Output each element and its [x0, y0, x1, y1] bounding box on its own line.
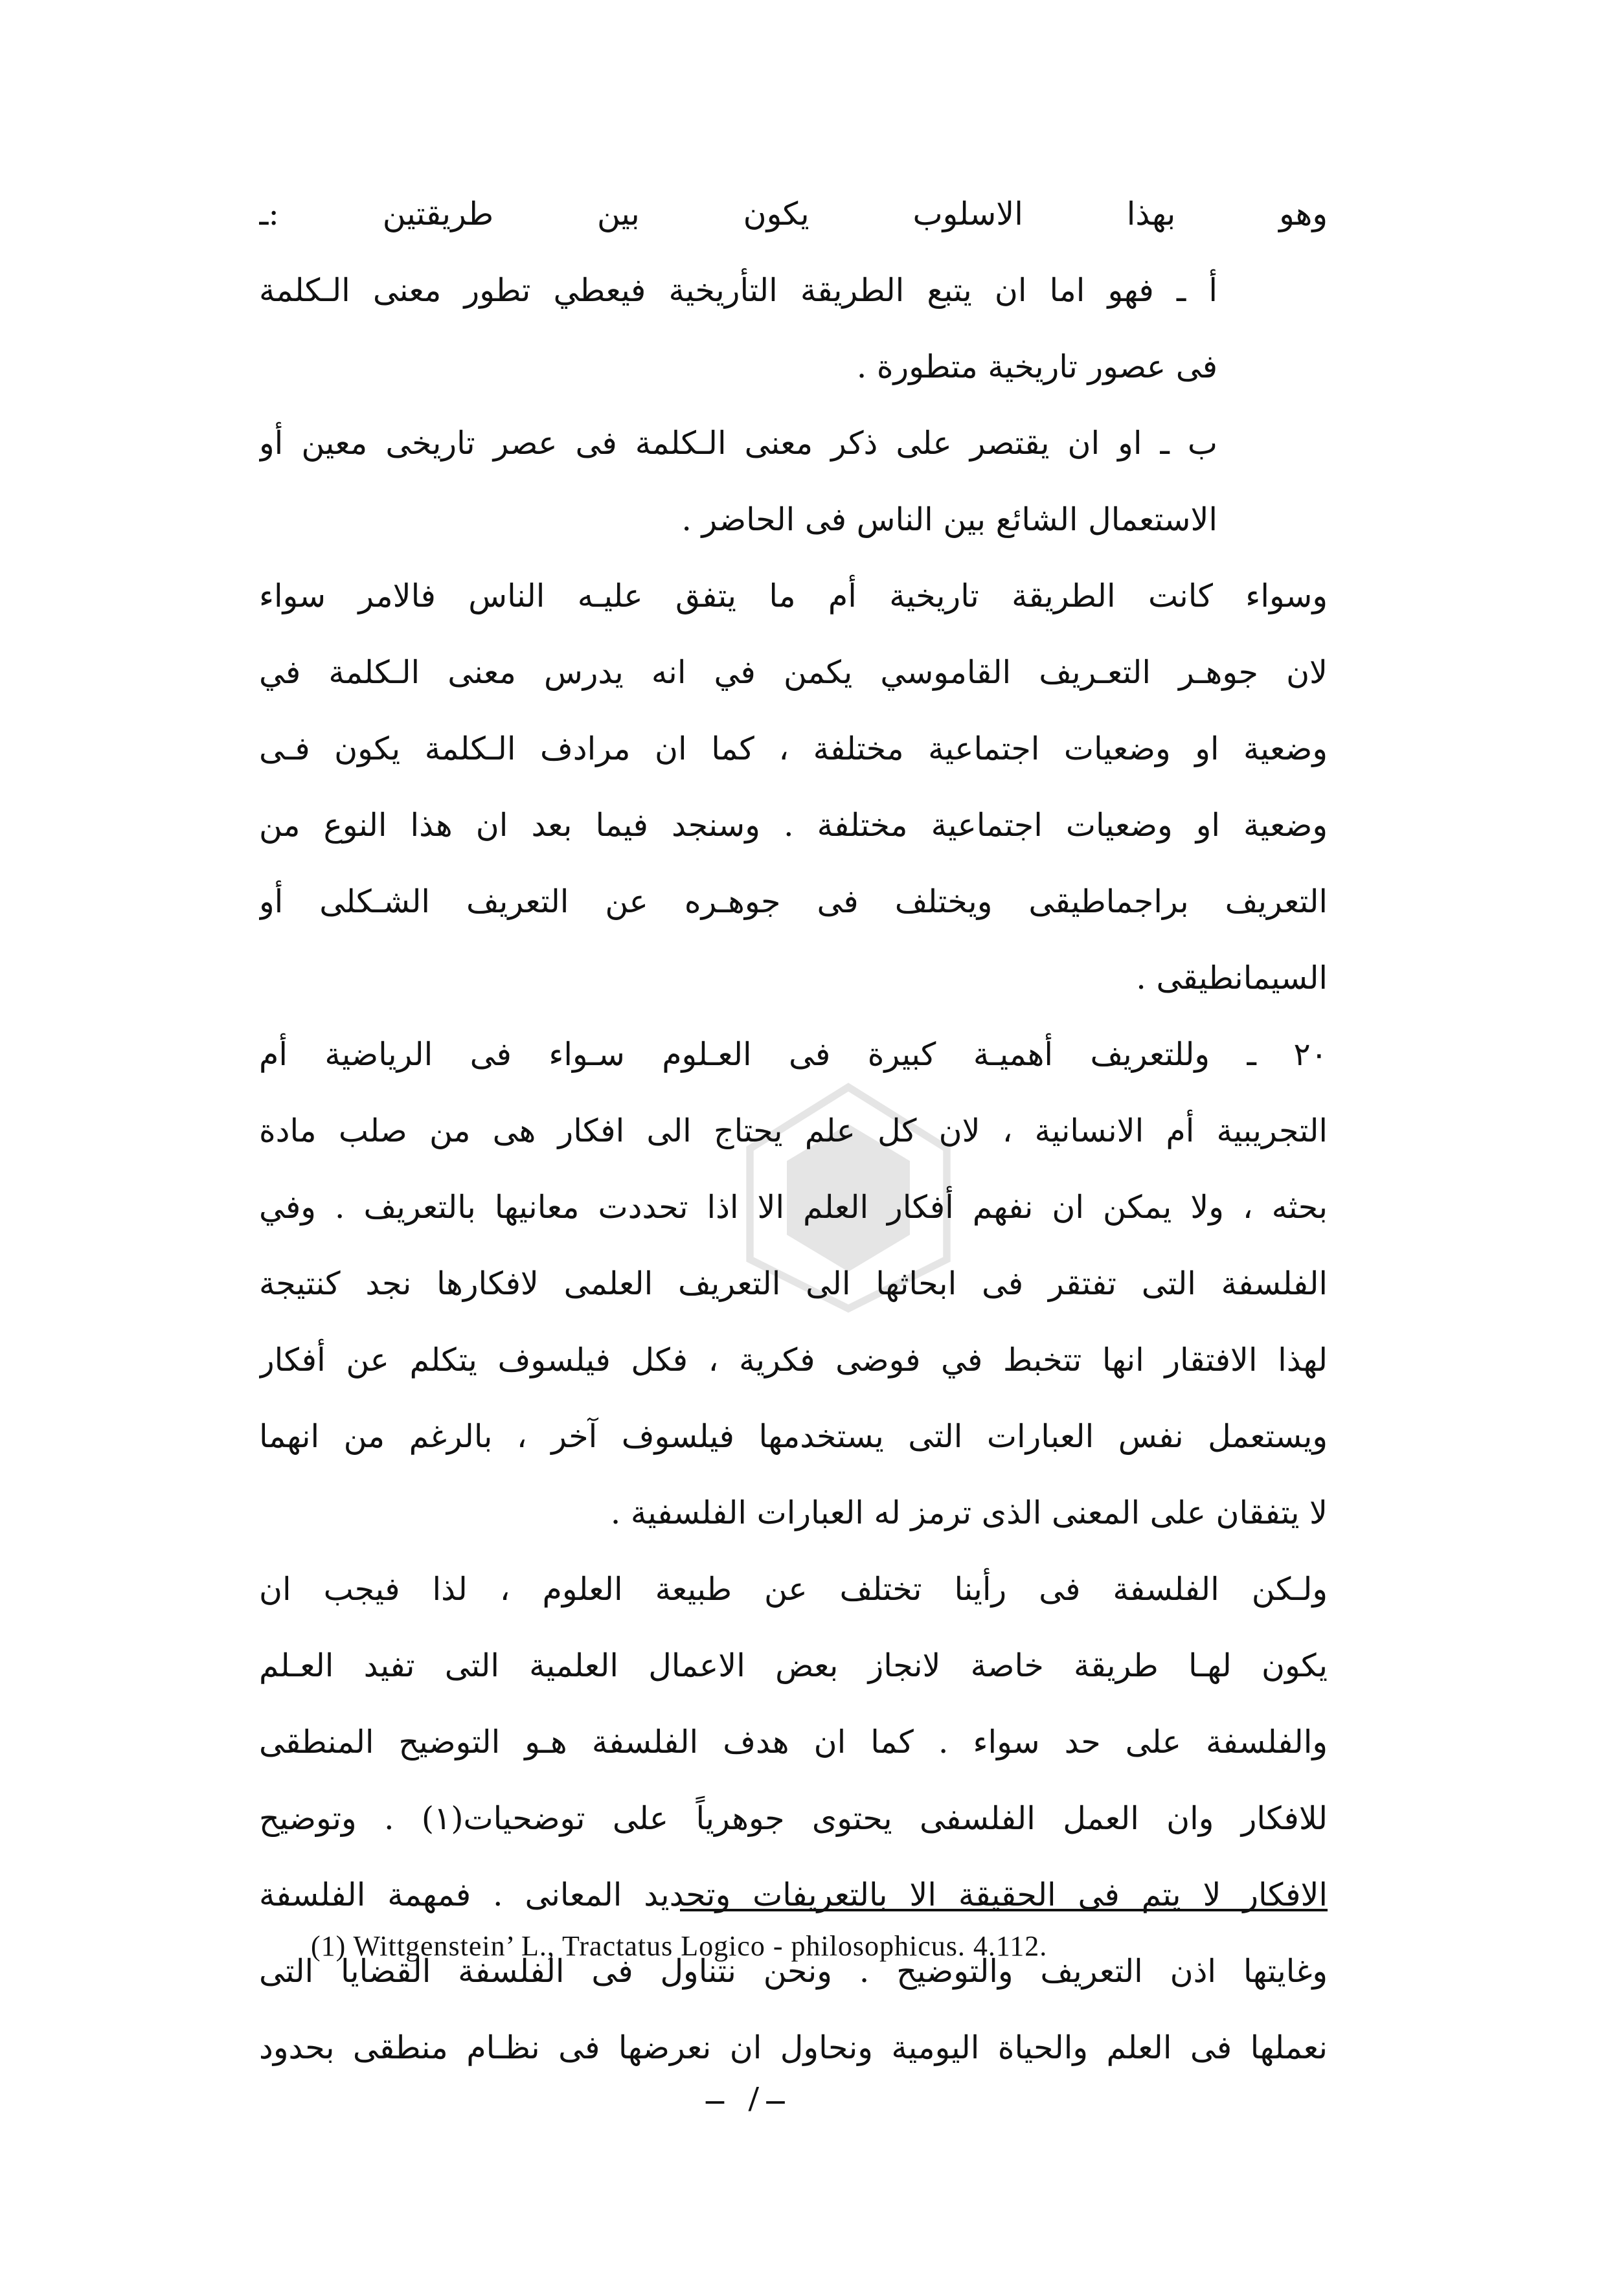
text-line-19: ولـكن الفلسفة فى رأينا تختلف عن طبيعة العلوم ، لذا فيجب ان [259, 1571, 1328, 1608]
text-line-20: يكون لهـا طريقة خاصة لانجاز بعض الاعمال العلمية التى تفيد العـلم [259, 1647, 1328, 1684]
text-line-4: ب ـ او ان يقتصر على ذكر معنى الـكلمة فى عصر تاريخى معين أو [259, 425, 1217, 462]
text-line-16: لهذا الافتقار انها تتخبط في فوضى فكرية ، فكل فيلسوف يتكلم عن أفكار [259, 1342, 1328, 1379]
text-line-10: التعريف براجماطيقى ويختلف فى جوهـره عن التعريف الشـكلى أو [259, 883, 1328, 920]
text-line-11: السيمانطيقى . [1136, 960, 1328, 996]
text-line-21: والفلسفة على حد سواء . كما ان هدف الفلسفة هـو التوضيح المنطقى [259, 1724, 1328, 1761]
text-line-25: نعملها فى العلم والحياة اليومية ونحاول ان نعرضها فى نظـام منطقى بحدود [259, 2029, 1328, 2066]
text-line-9: وضعية او وضعيات اجتماعية مختلفة . وسنجد فيما بعد ان هذا النوع من [259, 807, 1328, 844]
text-line-7: لان جوهـر التعـريف القاموسي يكمن في انه يدرس معنى الـكلمة في [259, 654, 1328, 691]
text-line-24: وغايتها اذن التعريف والتوضيح . ونحن نتناول فى الفلسفة القضايا التى [259, 1953, 1328, 1990]
text-line-2: أ ـ فهو اما ان يتبع الطريقة التأريخية فيعطي تطور معنى الـكلمة [259, 272, 1217, 309]
text-line-5: الاستعمال الشائع بين الناس فى الحاضر . [681, 501, 1217, 538]
text-line-8: وضعية او وضعيات اجتماعية مختلفة ، كما ان مرادف الـكلمة يكون فـى [259, 730, 1328, 767]
footnote-divider [680, 1909, 1328, 1911]
text-line-17: ويستعمل نفس العبارات التى يستخدمها فيلسوف آخر ، بالرغم من انهما [259, 1418, 1328, 1455]
text-line-13: التجريبية أم الانسانية ، لان كل علم يحتاج الى افكار هى من صلب مادة [259, 1112, 1328, 1149]
text-line-15: الفلسفة التى تفتقر فى ابحاثها الى التعريف العلمى لافكارها نجد كنتيجة [259, 1265, 1328, 1302]
text-line-12: ٢٠ ـ وللتعريف أهميـة كبيرة فى العـلوم سـواء فى الرياضية أم [259, 1036, 1328, 1073]
text-line-6: وسواء كانت الطريقة تاريخية أم ما يتفق عليـه الناس فالامر سواء [259, 578, 1328, 614]
body-text [259, 176, 1328, 2086]
page-number: – /– [706, 2079, 793, 2119]
text-line-22: للافكار وان العمل الفلسفى يحتوى جوهرياً على توضحيات(١) . وتوضيح [259, 1800, 1328, 1837]
text-line-23: الافكار لا يتم فى الحقيقة الا بالتعريفات وتحديد المعانى . فمهمة الفلسفة [259, 1876, 1328, 1913]
text-line-3: فى عصور تاريخية متطورة . [856, 348, 1217, 385]
text-line-18: لا يتفقان على المعنى الذى ترمز له العبارات الفلسفية . [610, 1494, 1328, 1531]
footnote: (1) Wittgenstein’ L., Tractatus Logico - philosophicus. 4.112. [311, 1930, 1048, 1962]
text-line-1: وهو بهذا الاسلوب يكون بين طريقتين :ـ [259, 196, 1328, 232]
text-line-14: بحثه ، ولا يمكن ان نفهم أفكار العلم الا اذا تحددت معانيها بالتعريف . وفي [259, 1189, 1328, 1226]
